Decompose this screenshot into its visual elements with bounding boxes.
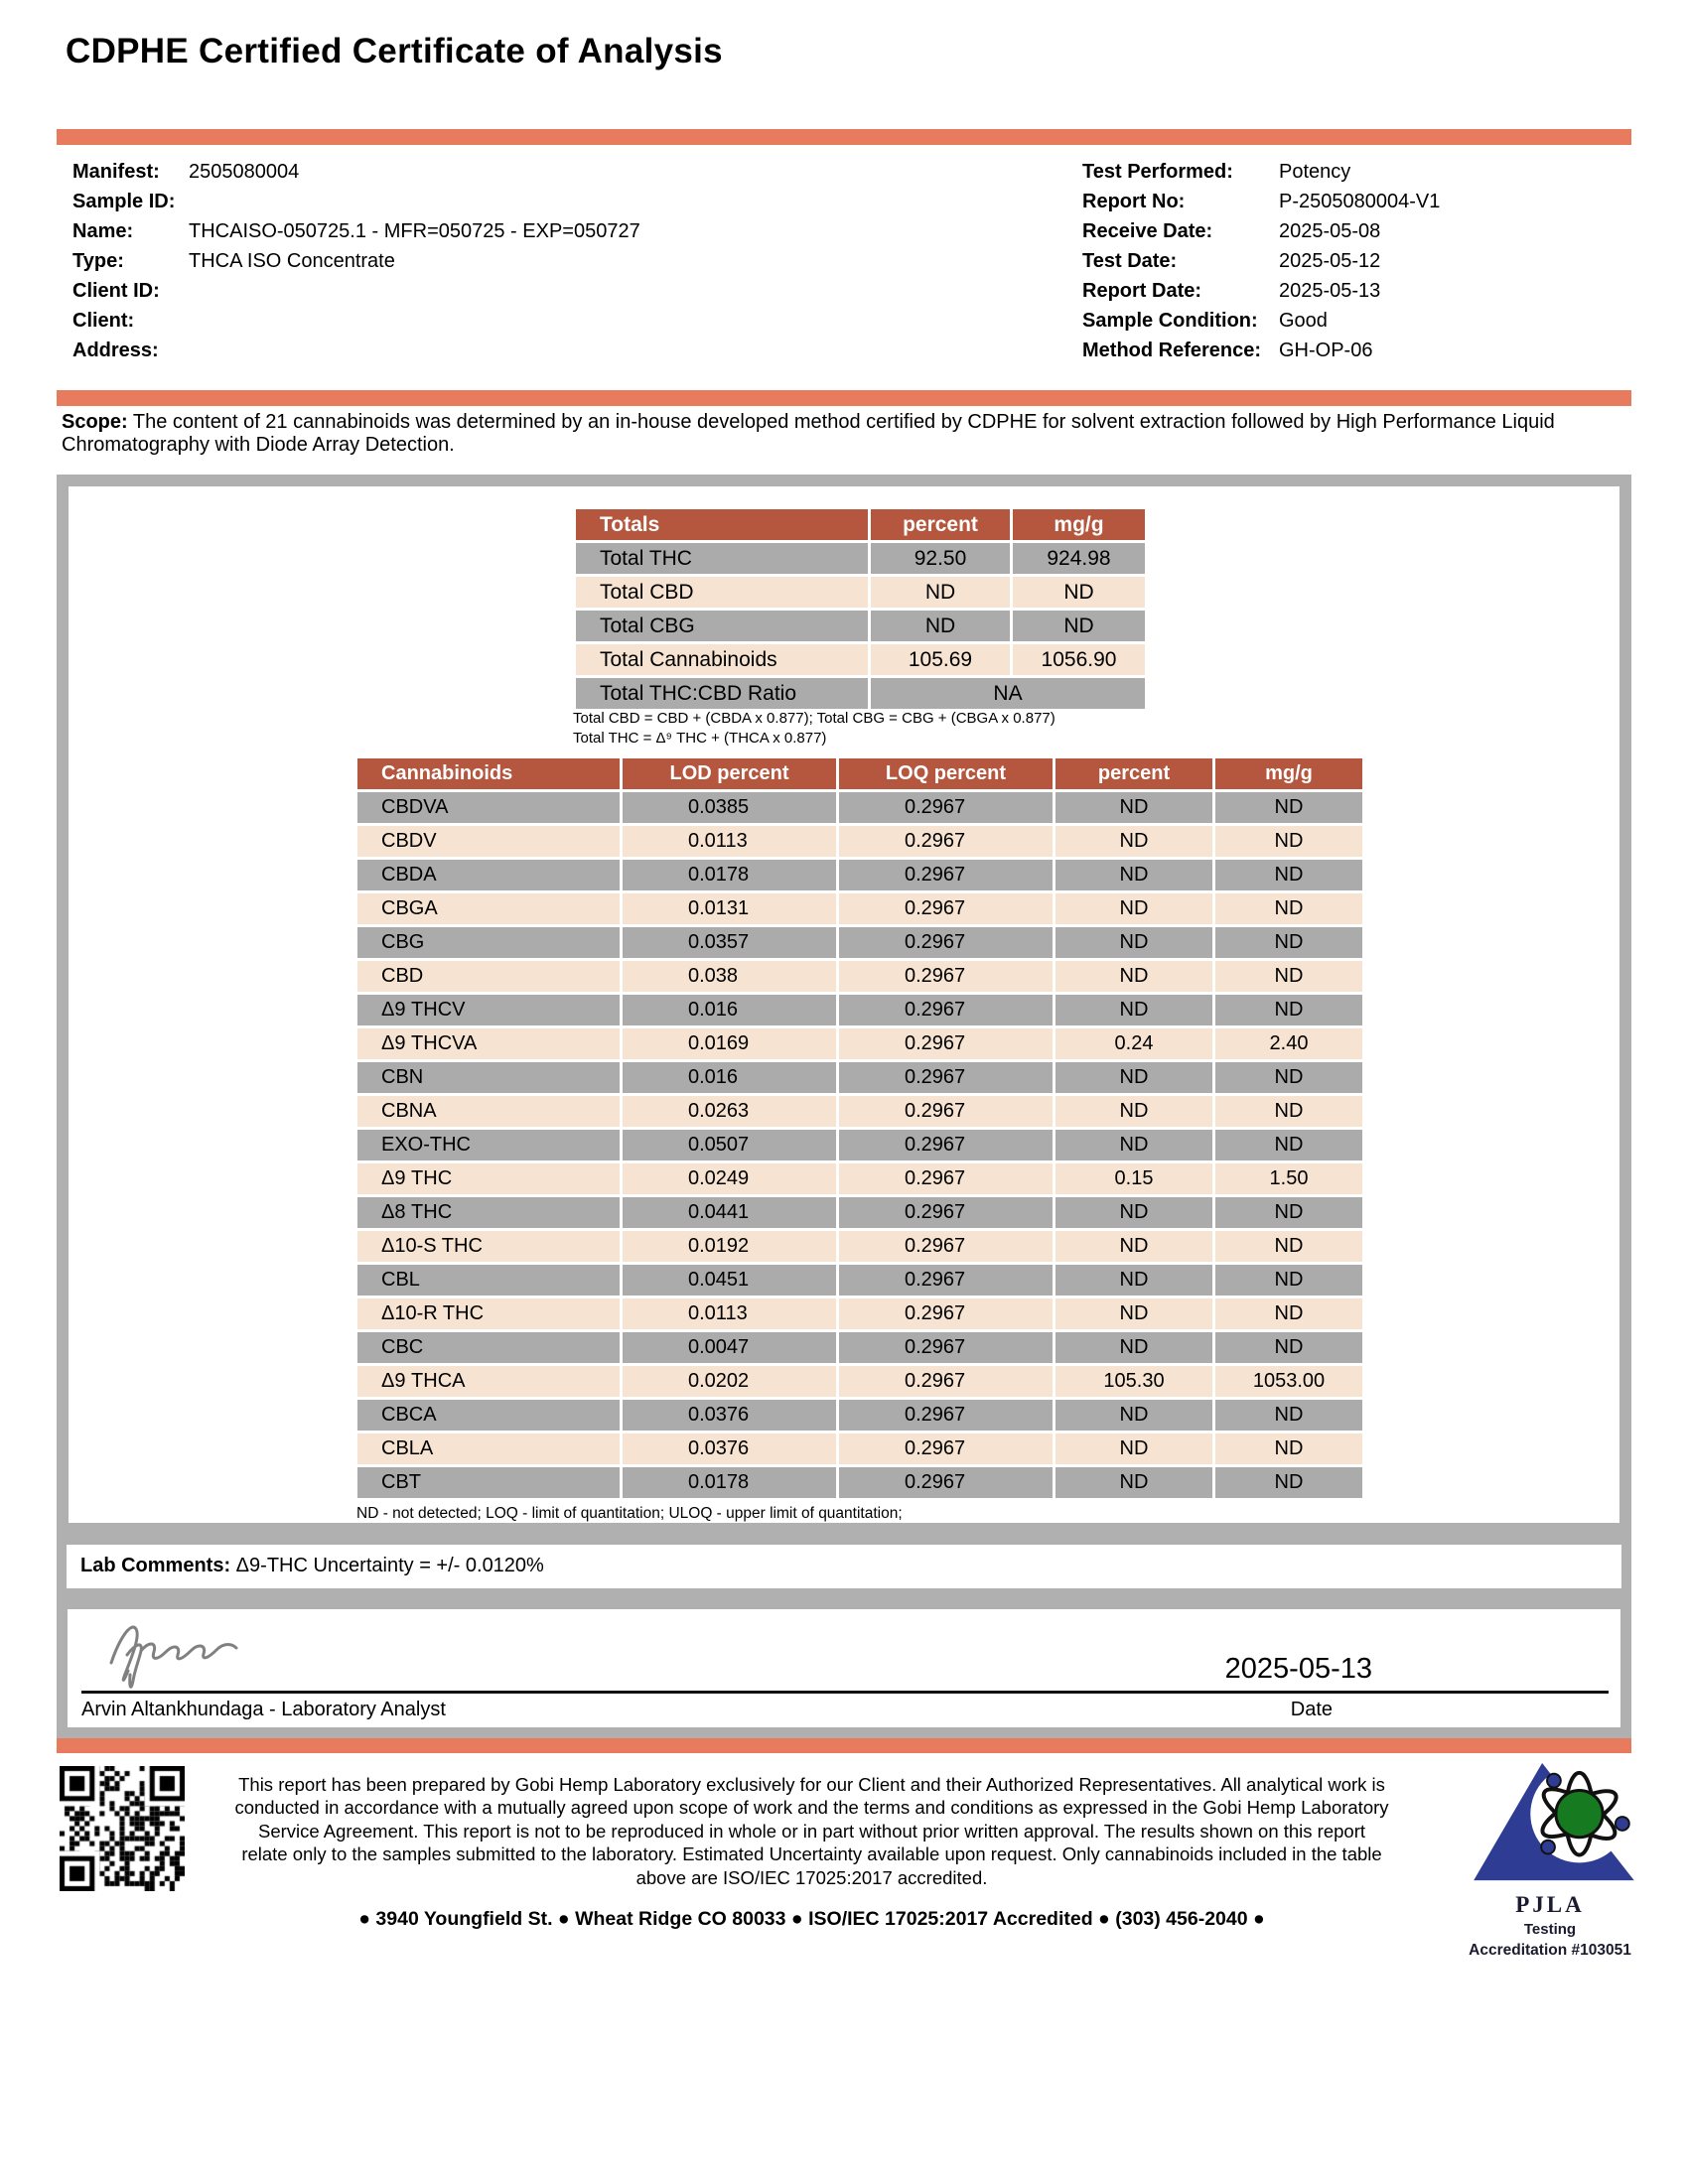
info-row <box>1082 306 1638 336</box>
info-label: Address: <box>72 339 159 361</box>
info-row <box>72 246 827 276</box>
table-row: Total THC 92.50 924.98 <box>576 543 1145 574</box>
info-row <box>72 336 827 365</box>
pjla-name: PJLA <box>1515 1892 1585 1917</box>
info-label: Type: <box>72 249 124 272</box>
info-label: Sample ID: <box>72 190 176 212</box>
table-row: CBL 0.0451 0.2967 ND ND <box>357 1265 1362 1296</box>
results-frame <box>57 475 1631 1535</box>
pjla-testing: Testing <box>1523 1921 1577 1938</box>
analyst-name: Arvin Altankhundaga - Laboratory Analyst <box>81 1699 446 1720</box>
table-row: CBCA 0.0376 0.2967 ND ND <box>357 1400 1362 1431</box>
info-label: Test Date: <box>1082 249 1178 272</box>
scope-text <box>62 411 1596 457</box>
lab-comments-label: Lab Comments: <box>80 1555 231 1576</box>
table-row: Δ9 THCVA 0.0169 0.2967 0.24 2.40 <box>357 1028 1362 1059</box>
report-info <box>1082 157 1638 365</box>
info-row <box>1082 216 1638 246</box>
table-row: CBT 0.0178 0.2967 ND ND <box>357 1467 1362 1498</box>
table-row: Δ10-S THC 0.0192 0.2967 ND ND <box>357 1231 1362 1262</box>
column-header: percent <box>871 509 1010 540</box>
info-value: Good <box>1279 309 1328 332</box>
table-row: CBN 0.016 0.2967 ND ND <box>357 1062 1362 1093</box>
table-row: CBNA 0.0263 0.2967 ND ND <box>357 1096 1362 1127</box>
info-value: THCA ISO Concentrate <box>189 249 395 272</box>
pjla-logo <box>1442 1759 1658 1960</box>
cannabinoids-header-row <box>357 758 1362 789</box>
signature-image <box>97 1611 286 1693</box>
table-row: Δ8 THC 0.0441 0.2967 ND ND <box>357 1197 1362 1228</box>
table-row: Δ9 THCV 0.016 0.2967 ND ND <box>357 995 1362 1025</box>
table-row: Δ9 THC 0.0249 0.2967 0.15 1.50 <box>357 1163 1362 1194</box>
info-label: Report Date: <box>1082 279 1202 302</box>
info-label: Client ID: <box>72 279 160 302</box>
info-row <box>72 187 827 216</box>
accent-bar-bottom <box>57 1738 1631 1753</box>
info-row <box>1082 246 1638 276</box>
table-row: Δ9 THCA 0.0202 0.2967 105.30 1053.00 <box>357 1366 1362 1397</box>
table-row: CBC 0.0047 0.2967 ND ND <box>357 1332 1362 1363</box>
totals-header-row <box>576 509 1145 540</box>
info-label: Test Performed: <box>1082 160 1233 183</box>
totals-table <box>573 506 1148 712</box>
info-label: Report No: <box>1082 190 1186 212</box>
column-header: Totals <box>576 509 868 540</box>
info-row <box>1082 187 1638 216</box>
info-label: Client: <box>72 309 135 332</box>
info-row <box>1082 336 1638 365</box>
info-value: 2025-05-08 <box>1279 219 1381 242</box>
scope-label: Scope: <box>62 411 128 433</box>
info-value: Potency <box>1279 160 1351 183</box>
info-value: 2505080004 <box>189 160 300 183</box>
ratio-value: NA <box>871 678 1145 709</box>
column-header: percent <box>1055 758 1212 789</box>
table-row: Total CBD ND ND <box>576 577 1145 608</box>
table-row: CBGA 0.0131 0.2967 ND ND <box>357 893 1362 924</box>
info-value: 2025-05-12 <box>1279 249 1381 272</box>
totals-footnote-2: Total THC = Δ⁹ THC + (THCA x 0.877) <box>573 730 827 747</box>
lab-comments-box <box>57 1535 1631 1598</box>
info-label: Name: <box>72 219 134 242</box>
table-row: CBDA 0.0178 0.2967 ND ND <box>357 860 1362 890</box>
info-label: Manifest: <box>72 160 160 183</box>
totals-footnotes <box>573 709 1055 749</box>
info-row <box>72 276 827 306</box>
table-row: CBLA 0.0376 0.2967 ND ND <box>357 1433 1362 1464</box>
signature-box <box>57 1598 1631 1738</box>
table-row <box>576 678 1145 709</box>
scope-body: The content of 21 cannabinoids was determined by an in-house developed method certified by CDPHE for solvent extraction followed by High Performance Liquid Chromatography with Diode Array Detection. <box>62 411 1555 456</box>
column-header: mg/g <box>1013 509 1145 540</box>
info-label: Receive Date: <box>1082 219 1213 242</box>
info-value: GH-OP-06 <box>1279 339 1373 361</box>
info-label: Sample Condition: <box>1082 309 1258 332</box>
totals-footnote-1: Total CBD = CBD + (CBDA x 0.877); Total CBG = CBG + (CBGA x 0.877) <box>573 710 1055 727</box>
accent-bar-top <box>57 129 1631 145</box>
signature-line <box>81 1691 1609 1694</box>
table-row: CBDV 0.0113 0.2967 ND ND <box>357 826 1362 857</box>
address-line: ● 3940 Youngfield St. ● Wheat Ridge CO 80033 ● ISO/IEC 17025:2017 Accredited ● (303) 456-2040 ● <box>358 1908 1265 1930</box>
table-footnote: ND - not detected; LOQ - limit of quantitation; ULOQ - upper limit of quantitation; <box>356 1505 903 1522</box>
signature-date: 2025-05-13 <box>1224 1653 1372 1685</box>
table-row: CBG 0.0357 0.2967 ND ND <box>357 927 1362 958</box>
table-row: CBDVA 0.0385 0.2967 ND ND <box>357 792 1362 823</box>
table-row: CBD 0.038 0.2967 ND ND <box>357 961 1362 992</box>
pjla-triangle-atom-icon <box>1451 1759 1649 1886</box>
info-value: 2025-05-13 <box>1279 279 1381 302</box>
pjla-accreditation: Accreditation #103051 <box>1469 1942 1631 1959</box>
column-header: LOQ percent <box>839 758 1053 789</box>
info-row <box>72 157 827 187</box>
info-label: Method Reference: <box>1082 339 1262 361</box>
info-value: THCAISO-050725.1 - MFR=050725 - EXP=050727 <box>189 219 640 242</box>
info-value: P-2505080004-V1 <box>1279 190 1441 212</box>
accent-bar-middle <box>57 390 1631 406</box>
table-row: Total CBG ND ND <box>576 611 1145 641</box>
lab-comments-text: Δ9-THC Uncertainty = +/- 0.0120% <box>230 1555 544 1576</box>
qr-code <box>60 1766 185 1891</box>
table-row: Total Cannabinoids 105.69 1056.90 <box>576 644 1145 675</box>
cannabinoids-table <box>354 755 1365 1501</box>
disclaimer-text: This report has been prepared by Gobi Hemp Laboratory exclusively for our Client and their Authorized Representatives. All analytical work is conducted in accordance with a mutually agreed upon scope of work and the terms and conditions as expressed in the Gobi Hemp Laboratory Service Agreement. This report is not to be reproduced in whole or in part without prior written approval. The results shown on this report relate only to the samples submitted to the laboratory. Estimated Uncertainty available upon request. Only cannabinoids included in the table above are ISO/IEC 17025:2017 accredited. <box>234 1774 1389 1888</box>
info-row <box>72 216 827 246</box>
page-title: CDPHE Certified Certificate of Analysis <box>66 32 723 70</box>
column-header: Cannabinoids <box>357 758 620 789</box>
table-row: Δ10-R THC 0.0113 0.2967 ND ND <box>357 1298 1362 1329</box>
info-row <box>1082 276 1638 306</box>
manifest-info <box>72 157 827 365</box>
ratio-label: Total THC:CBD Ratio <box>576 678 868 709</box>
lab-comments <box>67 1545 1621 1587</box>
date-label: Date <box>1290 1699 1333 1720</box>
info-row <box>72 306 827 336</box>
table-row: EXO-THC 0.0507 0.2967 ND ND <box>357 1130 1362 1160</box>
info-row <box>1082 157 1638 187</box>
column-header: mg/g <box>1215 758 1362 789</box>
column-header: LOD percent <box>623 758 836 789</box>
